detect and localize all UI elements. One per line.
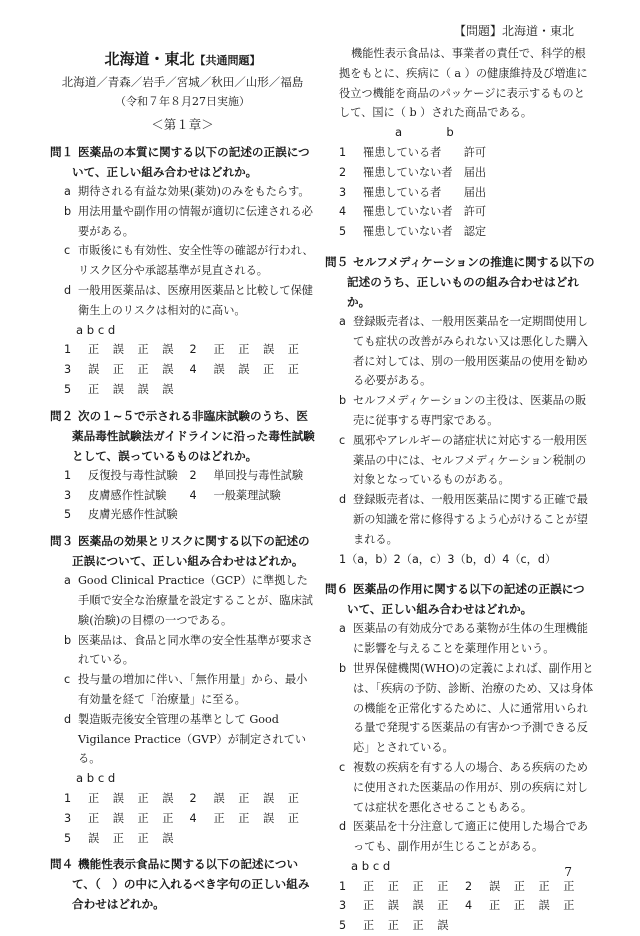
option-5 [64, 829, 190, 849]
question-5-heading [325, 252, 595, 312]
statement-label: b [64, 204, 72, 218]
answer-header: a b [395, 125, 454, 140]
option-value: 罹患していない者 認定 [363, 225, 487, 239]
option-row [50, 340, 315, 360]
title-block [50, 48, 315, 112]
option-value: 一般薬理試験 [213, 488, 281, 502]
question-number: 問６ [325, 582, 349, 597]
question-1-heading [50, 142, 315, 182]
statement-label: d [339, 493, 347, 507]
statement-label: c [64, 673, 71, 687]
exam-date: （令和７年８月27日実施） [115, 95, 250, 108]
option-row [325, 877, 595, 897]
page-header: 【問題】北海道・東北 [453, 24, 574, 38]
question-text: セルフメディケーションの推進に関する以下の記述のうち、正しいものの組み合わせはどれか。 [347, 254, 595, 309]
statement-c [50, 241, 315, 281]
statement-d [325, 817, 595, 857]
statement-label: a [339, 622, 346, 636]
statement-c [325, 431, 595, 490]
statement-c [325, 758, 595, 817]
statement-text: 登録販売者は、一般用医薬品に関する正確で最新の知識を常に修得するよう心がけることが望まれる。 [353, 493, 588, 546]
question-number: 問１ [50, 145, 74, 159]
option-value: 正 正 正 正 [363, 879, 454, 893]
statement-a [50, 571, 315, 630]
statement-label: d [339, 820, 347, 834]
option-number: 5 [64, 508, 72, 522]
question-number: 問５ [325, 254, 349, 269]
option-value: 誤 正 正 誤 [88, 831, 179, 845]
option-number: 4 [189, 488, 197, 502]
question-1 [50, 142, 315, 400]
statement-text: 一般用医薬品は、医療用医薬品と比較して保健衛生上のリスクは相対的に高い。 [78, 283, 313, 317]
statement-text: セルフメディケーションの主役は、医薬品の販売に従事する専門家である。 [353, 394, 587, 427]
option-3 [64, 360, 190, 380]
statement-label: b [339, 661, 347, 675]
option-number: 3 [339, 899, 347, 913]
answer-header: a b c d [76, 771, 116, 786]
option-value: 正 正 誤 正 [213, 811, 304, 825]
statement-text: Good Clinical Practice（GCP）に準拠した手順で安全な治療量を設定することが、臨床試験(治験)の目標の一つである。 [78, 574, 313, 627]
statement-c [50, 670, 315, 710]
statement-text: 世界保健機関(WHO)の定義によれば、副作用とは、「疾病の予防、診断、治療のため、又は身体の機能を正常化するために、人に通常用いられる量で発現する医薬品の有害かつ予測できる反応」とされている。 [353, 661, 594, 755]
option-value: 罹患している者 届出 [363, 185, 487, 199]
option-2 [190, 466, 316, 486]
right-column [325, 44, 595, 936]
option-1 [64, 340, 190, 360]
question-2-heading [50, 406, 315, 466]
statement-label: b [64, 633, 72, 647]
question-text: 医薬品の本質に関する以下の記述の正誤について、正しい組み合わせはどれか。 [72, 145, 310, 179]
option-1 [64, 789, 190, 809]
option-5 [50, 505, 315, 525]
statement-text: 用法用量や副作用の情報が適切に伝達される必要がある。 [78, 204, 313, 238]
option-5 [339, 916, 465, 936]
statement-b [325, 659, 595, 758]
statement-label: d [64, 283, 72, 297]
question-text: 機能性表示食品に関する以下の記述について、（ ）の中に入れるべき字句の正しい組み合わせはどれか。 [72, 857, 310, 912]
option-number: 4 [465, 899, 473, 913]
statement-label: a [339, 314, 346, 328]
option-2 [325, 163, 595, 183]
statement-label: d [64, 712, 72, 726]
option-value: 正 誤 誤 誤 [88, 382, 179, 396]
statement-text: 医薬品は、食品と同水準の安全性基準が要求されている。 [78, 633, 313, 667]
statement-text: 市販後にも有効性、安全性等の確認が行われ、リスク区分や承認基準が見直される。 [78, 244, 314, 278]
option-value: 正 正 正 誤 [363, 919, 454, 933]
option-5 [64, 380, 190, 400]
option-value: 誤 誤 正 正 [213, 363, 304, 377]
statement-label: c [339, 760, 346, 774]
question-2 [50, 406, 315, 525]
option-4 [190, 809, 316, 829]
option-number: 4 [339, 205, 347, 219]
option-4 [325, 202, 595, 222]
statement-text: 医薬品の有効成分である薬物が生体の生理機能に影響を与えることを薬理作用という。 [353, 622, 588, 656]
statement-d [50, 710, 315, 769]
option-value: 単回投与毒性試験 [213, 468, 304, 482]
option-row [50, 809, 315, 829]
option-number: 3 [64, 488, 72, 502]
exam-title [50, 48, 315, 72]
option-number: 1 [339, 879, 347, 893]
option-row [325, 916, 595, 936]
option-row [50, 466, 315, 486]
statement-d [325, 490, 595, 549]
statement-b [50, 202, 315, 242]
option-5 [325, 222, 595, 242]
statement-d [50, 281, 315, 321]
option-number: 3 [64, 363, 72, 377]
option-value: 罹患している者 許可 [363, 145, 487, 159]
statement-text: 登録販売者は、一般用医薬品を一定期間使用しても症状の改善がみられない又は悪化した購入者に対しては、別の一般用医薬品の使用を勧める必要がある。 [353, 314, 588, 388]
option-number: 2 [339, 165, 347, 179]
option-3 [64, 486, 190, 506]
option-number: 4 [189, 811, 197, 825]
statement-label: a [64, 574, 71, 588]
option-4 [465, 896, 591, 916]
statement-a [325, 619, 595, 659]
option-2 [465, 877, 591, 897]
option-value: 正 正 誤 正 [489, 899, 580, 913]
option-value: 誤 正 正 誤 [88, 363, 179, 377]
statement-text: 製造販売後安全管理の基準として Good Vigilance Practice（GVP）が制定されている。 [78, 712, 307, 766]
option-row [325, 896, 595, 916]
question-number: 問４ [50, 857, 74, 872]
option-1 [64, 466, 190, 486]
option-row [50, 486, 315, 506]
prefecture-list: 北海道／青森／岩手／宮城／秋田／山形／福島 [61, 75, 304, 89]
option-number: 5 [339, 919, 347, 933]
option-number: 3 [64, 811, 72, 825]
answer-header: a b c d [351, 858, 391, 873]
option-number: 2 [189, 791, 197, 805]
answer-header: a b c d [76, 322, 116, 337]
page-number: 7 [564, 865, 572, 879]
exam-title-sub: 【共通問題】 [194, 54, 261, 67]
question-6-heading [325, 579, 595, 619]
option-value: 正 誤 正 誤 [88, 791, 179, 805]
question-4 [50, 854, 315, 914]
statement-text: 風邪やアレルギーの諸症状に対応する一般用医薬品の中には、セルフメディケーション税制の対象となっているものがある。 [353, 433, 588, 487]
question-4-heading [50, 854, 315, 914]
statement-a [50, 182, 315, 202]
option-number: 4 [189, 363, 197, 377]
statement-label: c [64, 244, 71, 258]
statement-text: 期待される有益な効果(薬効)のみをもたらす。 [78, 185, 310, 198]
left-column [50, 44, 315, 914]
option-1 [339, 877, 465, 897]
option-3 [64, 809, 190, 829]
option-3 [325, 183, 595, 203]
question-3 [50, 531, 315, 848]
option-value: 誤 正 誤 正 [213, 791, 304, 805]
statement-label: a [64, 185, 71, 198]
question-4-passage: 機能性表示食品は、事業者の責任で、科学的根拠をもとに、疾病に（ a ）の健康維持及び増進に役立つ機能を商品のパッケージに表示するものとして、国に（ b ）された商品である。 [339, 47, 588, 120]
option-number: 1 [64, 343, 72, 357]
option-row [50, 380, 315, 400]
question-number: 問３ [50, 534, 74, 549]
option-number: 1 [64, 791, 72, 805]
option-value: 誤 正 正 正 [489, 879, 580, 893]
option-2 [190, 789, 316, 809]
option-number: 1 [339, 145, 347, 159]
question-6 [325, 579, 595, 936]
statement-b [325, 391, 595, 431]
statement-a [325, 312, 595, 391]
option-1 [325, 143, 595, 163]
option-number: 2 [465, 879, 473, 893]
option-number: 5 [64, 382, 72, 396]
option-value: 正 誤 誤 正 [363, 899, 454, 913]
option-number: 5 [339, 225, 347, 239]
option-row [50, 829, 315, 849]
option-number: 2 [189, 468, 197, 482]
option-4 [190, 360, 316, 380]
question-5 [325, 252, 595, 569]
option-value: 皮膚感作性試験 [88, 488, 167, 502]
option-number: 5 [64, 831, 72, 845]
exam-title-main: 北海道・東北 [104, 50, 195, 68]
option-value: 皮膚光感作性試験 [88, 508, 178, 522]
option-value: 反復投与毒性試験 [88, 468, 178, 482]
question-number: 問２ [50, 408, 74, 423]
option-4 [190, 486, 316, 506]
option-number: 3 [339, 185, 347, 199]
option-number: 1 [64, 468, 72, 482]
option-value: 罹患していない者 許可 [363, 205, 487, 219]
question-3-heading [50, 531, 315, 571]
question-text: 医薬品の効果とリスクに関する以下の記述の正誤について、正しい組み合わせはどれか。 [72, 534, 310, 569]
option-value: 正 正 誤 正 [213, 343, 304, 357]
option-value: 罹患していない者 届出 [363, 165, 487, 179]
option-value: 正 誤 正 誤 [88, 343, 179, 357]
option-2 [190, 340, 316, 360]
option-3 [339, 896, 465, 916]
option-row [50, 360, 315, 380]
question-text: 医薬品の作用に関する以下の記述の正誤について、正しい組み合わせはどれか。 [347, 582, 585, 617]
statement-label: c [339, 433, 346, 447]
answer-options: 1（a，b）2（a，c）3（b，d）4（c，d） [339, 552, 557, 566]
statement-text: 投与量の増加に伴い、「無作用量」から、最小有効量を経て「治療量」に至る。 [78, 673, 308, 706]
option-value: 正 誤 正 正 [88, 811, 179, 825]
statement-text: 複数の疾病を有する人の場合、ある疾病のために使用された医薬品の作用が、別の疾病に対しては症状を悪化させることもある。 [353, 760, 588, 814]
option-row [50, 789, 315, 809]
statement-label: b [339, 394, 347, 408]
question-text: 次の１~５で示される非臨床試験のうち、医薬品毒性試験法ガイドラインに沿った毒性試験として、誤っているものはどれか。 [72, 408, 315, 463]
statement-b [50, 631, 315, 671]
statement-text: 医薬品を十分注意して適正に使用した場合であっても、副作用が生じることがある。 [353, 820, 588, 854]
chapter-heading: ＜第１章＞ [151, 117, 214, 132]
option-number: 2 [189, 343, 197, 357]
